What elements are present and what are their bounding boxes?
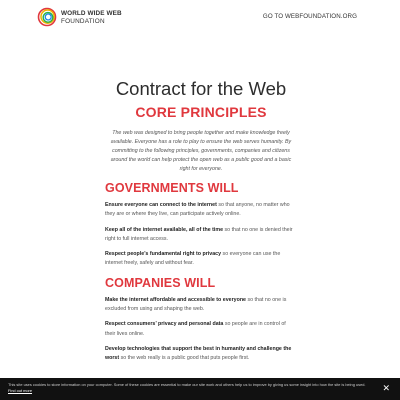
governments-section [105,181,297,269]
page-subtitle: CORE PRINCIPLES [135,104,267,120]
principle-bold: Keep all of the internet available, all of the time [105,226,224,233]
cookie-notice [8,382,370,394]
close-icon[interactable]: ✕ [382,383,390,393]
site-header [0,0,400,36]
principle-text: so that no one is excluded from using and shaping the web. [105,296,287,313]
companies-section [105,276,297,364]
principle-bold: Respect people’s fundamental right to privacy [105,251,222,258]
cookie-notice-text: This site uses cookies to store information on your computer. Some of these cookies are essential to make our site work and others help us to improve by giving us some insight into how the site is being used. [8,382,366,387]
intro-paragraph: The web was designed to bring people together and make knowledge freely available. Everyone has a role to play to ensure the web serves humanity. By committing to the following principles, governments, companies and citizens around the world can help protect the open web as a public good and a basic right for everyone. [110,130,292,172]
principle-item [105,201,297,220]
foundation-logo-icon[interactable] [37,7,57,27]
section-heading-governments: GOVERNMENTS WILL [105,181,239,195]
page-title: Contract for the Web [115,78,287,99]
cookie-find-out-more-link[interactable]: Find out more [8,388,33,393]
principle-text: so people are in control of their lives online. [105,321,286,337]
principle-text: so that anyone, no matter who they are or where they live, can participate actively online. [105,202,290,218]
principle-bold: Ensure everyone can connect to the internet [105,202,217,208]
principle-item [105,226,297,245]
principle-bold: Make the internet affordable and accessible to everyone [105,296,247,303]
go-to-webfoundation-link[interactable]: GO TO WEBFOUNDATION.ORG [262,13,357,20]
principle-text: so that no one is denied their right to full internet access. [105,226,293,242]
brand-line1: WORLD WIDE WEB [61,10,122,17]
principle-text: so the web really is a public good that puts people first. [119,355,250,362]
principle-bold: Develop technologies that support the best in humanity and challenge the worst [105,345,292,362]
section-heading-companies: COMPANIES WILL [105,275,216,290]
principle-bold: Respect consumers’ privacy and personal data [105,321,224,328]
principle-item [105,345,297,364]
brand-name[interactable] [61,10,122,25]
cookie-consent-bar [0,378,400,400]
principle-item [105,250,297,269]
main-content [105,78,297,370]
principle-item [105,320,297,339]
brand-line2: FOUNDATION [61,18,105,25]
principle-text: so everyone can use the internet freely, safely and without fear. [105,251,281,267]
principle-item [105,296,297,315]
